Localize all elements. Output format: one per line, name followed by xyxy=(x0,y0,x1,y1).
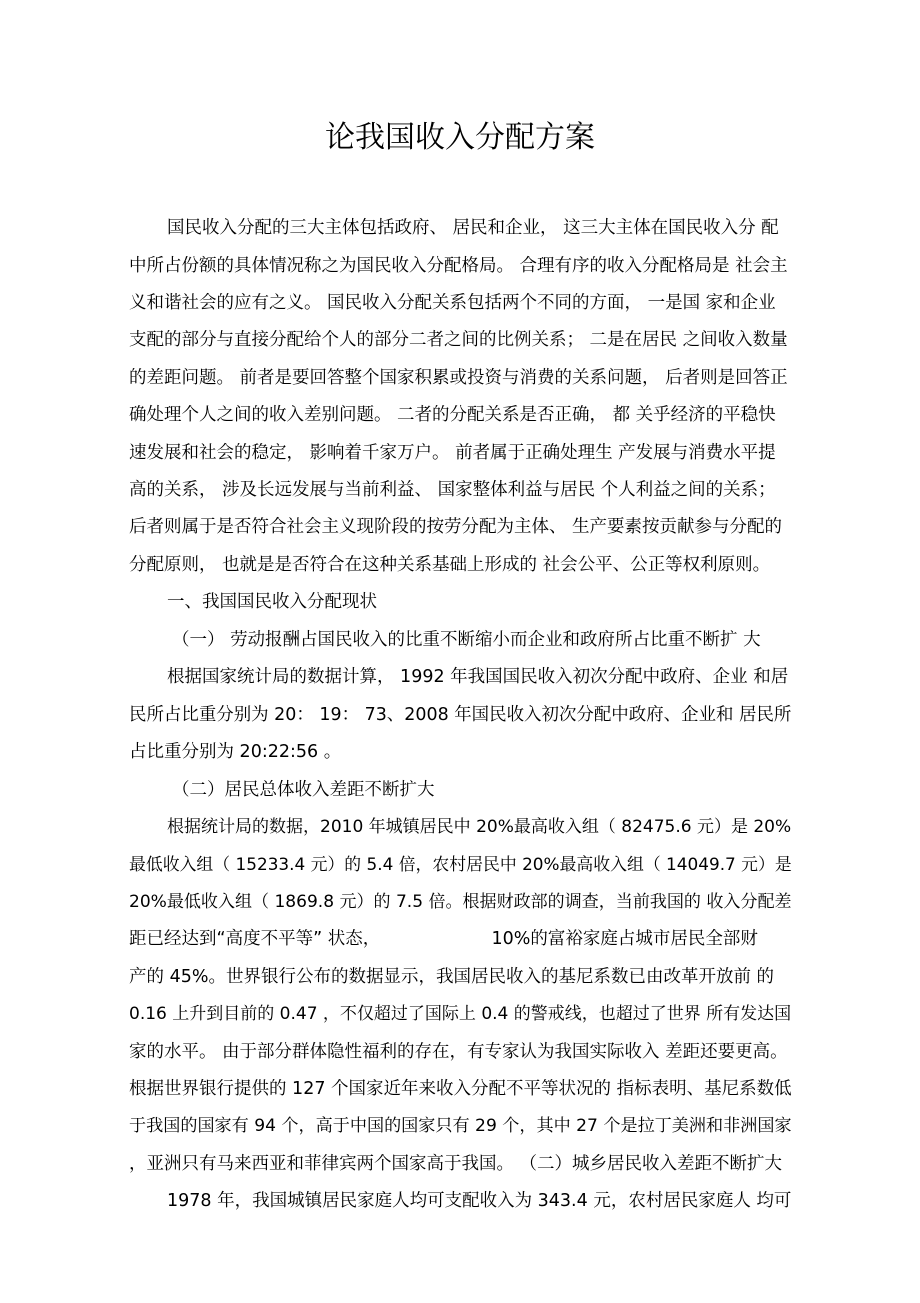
text-line: ，亚洲只有马来西亚和菲律宾两个国家高于我国。 （二）城乡居民收入差距不断扩大 xyxy=(129,1154,783,1174)
text-line: 支配的部分与直接分配给个人的部分二者之间的比例关系； 二是在居民 之间收入数量 xyxy=(129,330,788,350)
text-line: 速发展和社会的稳定， 影响着千家万户。 前者属于正确处理生 产发展与消费水平提 xyxy=(129,443,776,463)
text-line: 0.16 上升到目前的 0.47 ，不仅超过了国际上 0.4 的警戒线，也超过了世界 所有发达国 xyxy=(129,1004,792,1024)
text-line: 民所占比重分别为 20： 19： 73、2008 年国民收入初次分配中政府、企业和 居民所 xyxy=(129,705,792,725)
text-line: 国民收入分配的三大主体包括政府、 居民和企业， 这三大主体在国民收入分 配 xyxy=(167,218,779,238)
text-line: 于我国的国家有 94 个，高于中国的国家只有 29 个，其中 27 个是拉丁美洲和非洲国家 xyxy=(129,1116,792,1136)
text-line: 产的 45%。世界银行公布的数据显示，我国居民收入的基尼系数已由改革开放前 的 xyxy=(129,967,775,987)
text-line: 20%最低收入组（ 1869.8 元）的 7.5 倍。根据财政部的调查，当前我国的 收入分配差 xyxy=(129,892,792,912)
text-line: 根据统计局的数据，2010 年城镇居民中 20%最高收入组（ 82475.6 元）是 20% xyxy=(167,817,792,837)
page-title: 论我国收入分配方案 xyxy=(325,120,595,155)
subsection-heading: （二）居民总体收入差距不断扩大 xyxy=(172,780,435,800)
text-line: 分配原则， 也就是是否符合在这种关系基础上形成的 社会公平、公正等权利原则。 xyxy=(129,555,771,575)
text-line: 确处理个人之间的收入差别问题。 二者的分配关系是否正确， 都 关乎经济的平稳快 xyxy=(129,405,776,425)
text-line: 距已经达到“高度不平等” 状态， 10%的富裕家庭占城市居民全部财 xyxy=(129,929,758,949)
text-line: 1978 年，我国城镇居民家庭人均可支配收入为 343.4 元，农村居民家庭人 均可 xyxy=(167,1191,792,1211)
subsection-heading: （一） 劳动报酬占国民收入的比重不断缩小而企业和政府所占比重不断扩 大 xyxy=(172,630,761,650)
text-line: 占比重分别为 20:22:56 。 xyxy=(129,742,342,762)
text-line: 义和谐社会的应有之义。 国民收入分配关系包括两个不同的方面， 一是国 家和企业 xyxy=(129,293,776,313)
text-line: 中所占份额的具体情况称之为国民收入分配格局。 合理有序的收入分配格局是 社会主 xyxy=(129,256,788,276)
text-line: 高的关系， 涉及长远发展与当前利益、 国家整体利益与居民 个人利益之间的关系； xyxy=(129,480,776,500)
section-heading: 一、我国国民收入分配现状 xyxy=(167,592,377,612)
text-line: 后者则属于是否符合社会主义现阶段的按劳分配为主体、 生产要素按贡献参与分配的 xyxy=(129,517,783,537)
text-line: 最低收入组（ 15233.4 元）的 5.4 倍，农村居民中 20%最高收入组（ 14049.7 元）是 xyxy=(129,854,792,874)
text-line: 根据世界银行提供的 127 个国家近年来收入分配不平等状况的 指标表明、基尼系数低 xyxy=(129,1079,792,1099)
text-line: 家的水平。 由于部分群体隐性福利的存在，有专家认为我国实际收入 差距还要更高。 xyxy=(129,1042,788,1062)
text-line: 根据国家统计局的数据计算， 1992 年我国国民收入初次分配中政府、企业 和居 xyxy=(167,667,789,687)
text-line: 的差距问题。 前者是要回答整个国家积累或投资与消费的关系问题， 后者则是回答正 xyxy=(129,368,788,388)
